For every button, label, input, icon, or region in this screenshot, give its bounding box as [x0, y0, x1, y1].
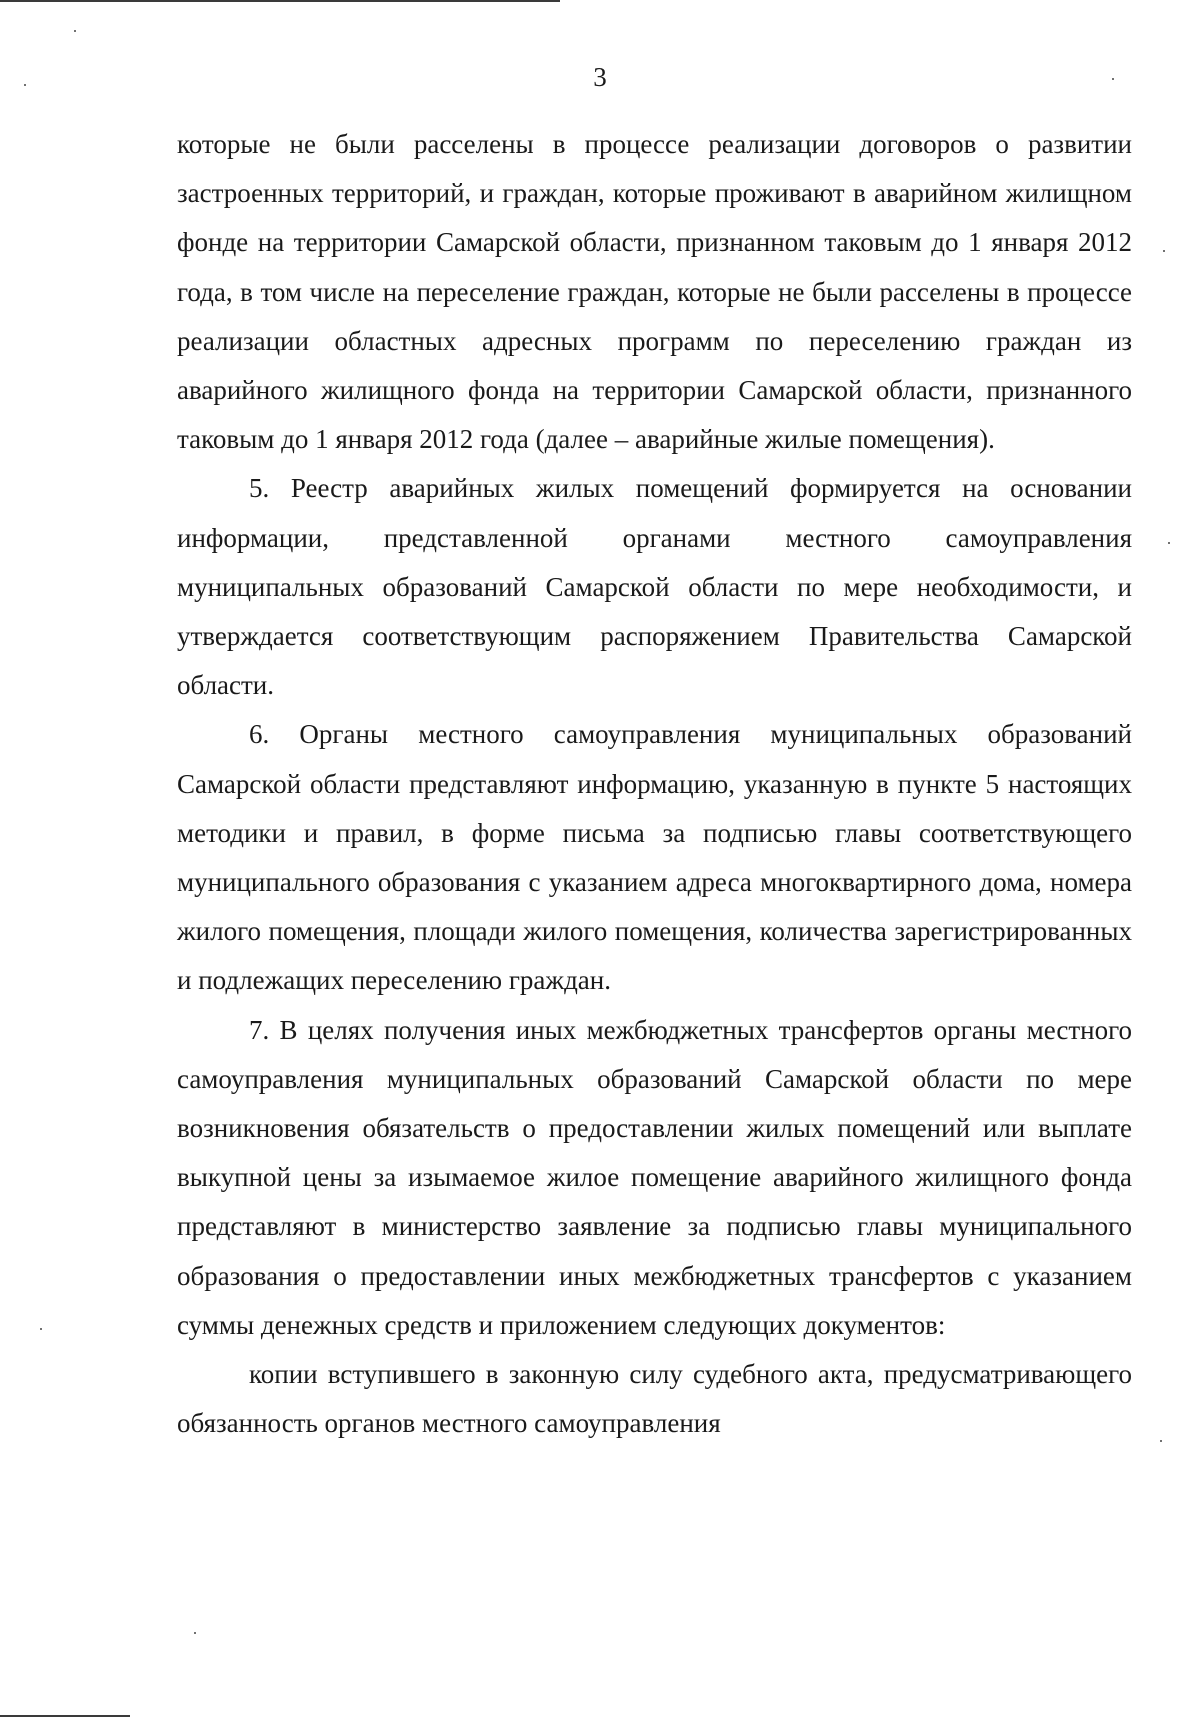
- paragraph-5: 5. Реестр аварийных жилых помещений формируется на основании информации, представленной органами местного самоуправления муниципальных образований Самарской области по мере необходимости, и утверждается соответствующим распоряжением Правительства Самарской области.: [177, 473, 1132, 701]
- scan-border-bottom: [0, 1715, 130, 1717]
- document-body: [177, 120, 1132, 1448]
- scan-speck: [1160, 1440, 1162, 1442]
- scan-speck: [194, 1632, 196, 1634]
- paragraph-7: 7. В целях получения иных межбюджетных трансфертов органы местного самоуправления муниципальных образований Самарской области по мере возникновения обязательств о предоставлении жилых помещений или выплате выкупной цены за изымаемое жилое помещение аварийного жилищного фонда представляют в министерство заявление за подписью главы муниципального образования о предоставлении иных межбюджетных трансфертов с указанием суммы денежных средств и приложением следующих документов:: [177, 1014, 1132, 1340]
- paragraph-documents-list: копии вступившего в законную силу судебного акта, предусматривающего обязанность органов местного самоуправления: [177, 1359, 1132, 1439]
- scan-speck: [1163, 250, 1165, 252]
- scan-speck: [40, 1328, 42, 1330]
- scan-border-top: [0, 0, 560, 2]
- scan-speck: [1168, 542, 1170, 544]
- page-number: 3: [593, 62, 607, 92]
- paragraph-6: 6. Органы местного самоуправления муниципальных образований Самарской области представляют информацию, указанную в пункте 5 настоящих методики и правил, в форме письма за подписью главы соответствующего муниципального образования с указанием адреса многоквартирного дома, номера жилого помещения, площади жилого помещения, количества зарегистрированных и подлежащих переселению граждан.: [177, 719, 1132, 996]
- scan-speck: [74, 30, 76, 32]
- paragraph-continuation: которые не были расселены в процессе реализации договоров о развитии застроенных территорий, и граждан, которые проживают в аварийном жилищном фонде на территории Самарской области, признанном таковым до 1 января 2012 года, в том числе на переселение граждан, которые не были расселены в процессе реализации областных адресных программ по переселению граждан из аварийного жилищного фонда на территории Самарской области, признанного таковым до 1 января 2012 года (далее – аварийные жилые помещения).: [177, 129, 1132, 455]
